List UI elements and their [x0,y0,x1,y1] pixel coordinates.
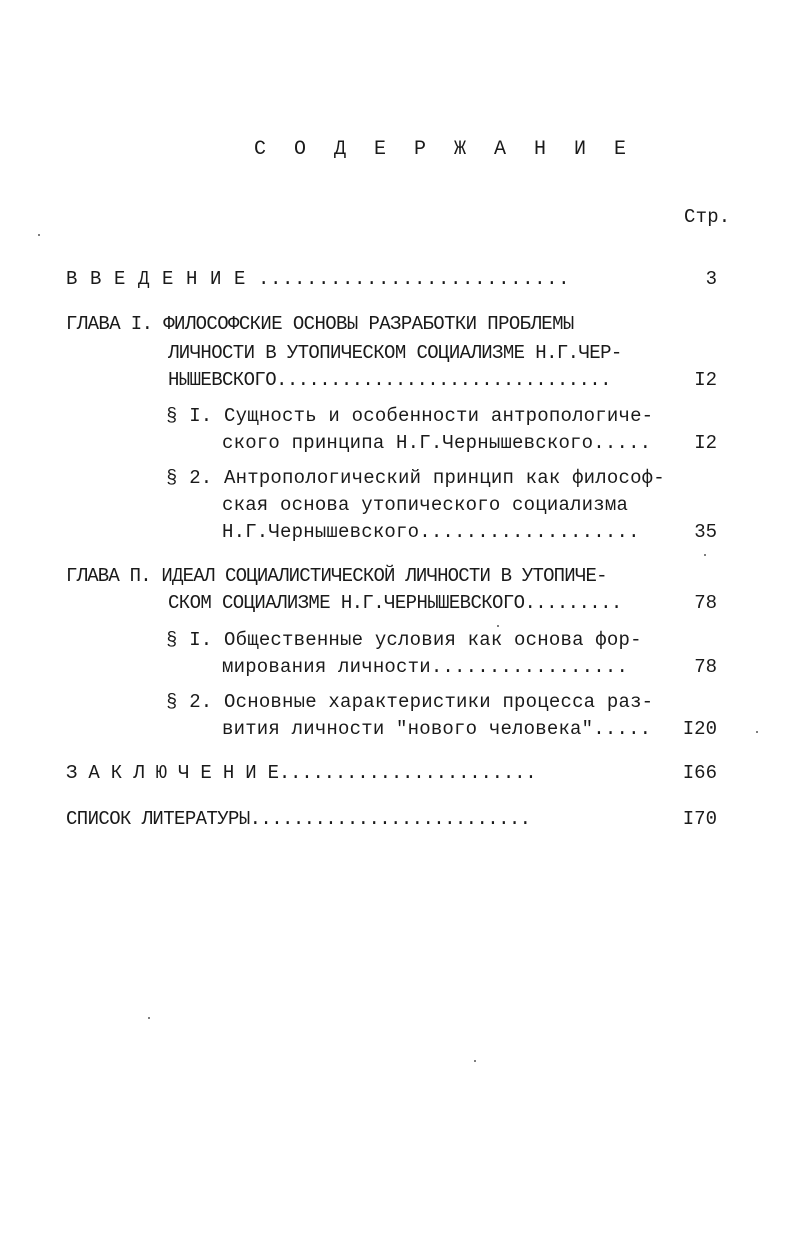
scan-speck [38,234,40,236]
scan-speck [756,731,758,733]
toc-entry-title-cont: ского принципа Н.Г.Чернышевского..... [222,432,652,454]
scan-speck [474,1060,476,1062]
toc-entry-title: ГЛАВА П. ИДЕАЛ СОЦИАЛИСТИЧЕСКОЙ ЛИЧНОСТИ В УТОПИЧЕ- [66,565,607,587]
toc-entry-title: § 2. Антропологический принцип как философ- [166,467,665,489]
toc-entry-title-cont: вития личности "нового человека"..... [222,718,652,740]
toc-entry-page: I2 [694,432,717,454]
toc-entry-page: 78 [694,592,717,614]
toc-entry-page: 3 [705,268,717,290]
toc-entry-title: ГЛАВА I. ФИЛОСОФСКИЕ ОСНОВЫ РАЗРАБОТКИ ПРОБЛЕМЫ [66,313,574,335]
toc-entry-title-cont: ская основа утопического социализма [222,494,629,516]
toc-entry-page: 35 [694,521,717,543]
scan-speck [497,625,499,627]
toc-entry-title-cont: мирования личности................. [222,656,629,678]
scan-speck [148,1017,150,1019]
page-title: С О Д Е Р Ж А Н И Е [254,138,635,161]
toc-entry-title: З А К Л Ю Ч Е Н И Е....................... [66,762,537,784]
toc-entry-title-cont: НЫШЕВСКОГО............................... [168,369,611,391]
toc-entry-title: § 2. Основные характеристики процесса раз- [166,691,654,713]
toc-entry-title-cont: Н.Г.Чернышевского................... [222,521,640,543]
toc-entry-page: I20 [682,718,717,740]
toc-entry-page: 78 [694,656,717,678]
toc-entry-title-cont: СКОМ СОЦИАЛИЗМЕ Н.Г.ЧЕРНЫШЕВСКОГО......... [168,592,622,614]
toc-entry-page: I2 [694,369,717,391]
scan-speck [704,554,706,556]
toc-entry-title: § I. Сущность и особенности антропологиче- [166,405,654,427]
toc-entry-title: В В Е Д Е Н И Е .......................... [66,268,571,290]
toc-entry-title: СПИСОК ЛИТЕРАТУРЫ.......................... [66,808,531,830]
page-column-label: Стр. [684,206,731,228]
toc-entry-title: § I. Общественные условия как основа фор- [166,629,642,651]
toc-entry-title-cont: ЛИЧНОСТИ В УТОПИЧЕСКОМ СОЦИАЛИЗМЕ Н.Г.ЧЕР- [168,342,622,364]
toc-entry-page: I66 [682,762,717,784]
toc-entry-page: I70 [682,808,717,830]
